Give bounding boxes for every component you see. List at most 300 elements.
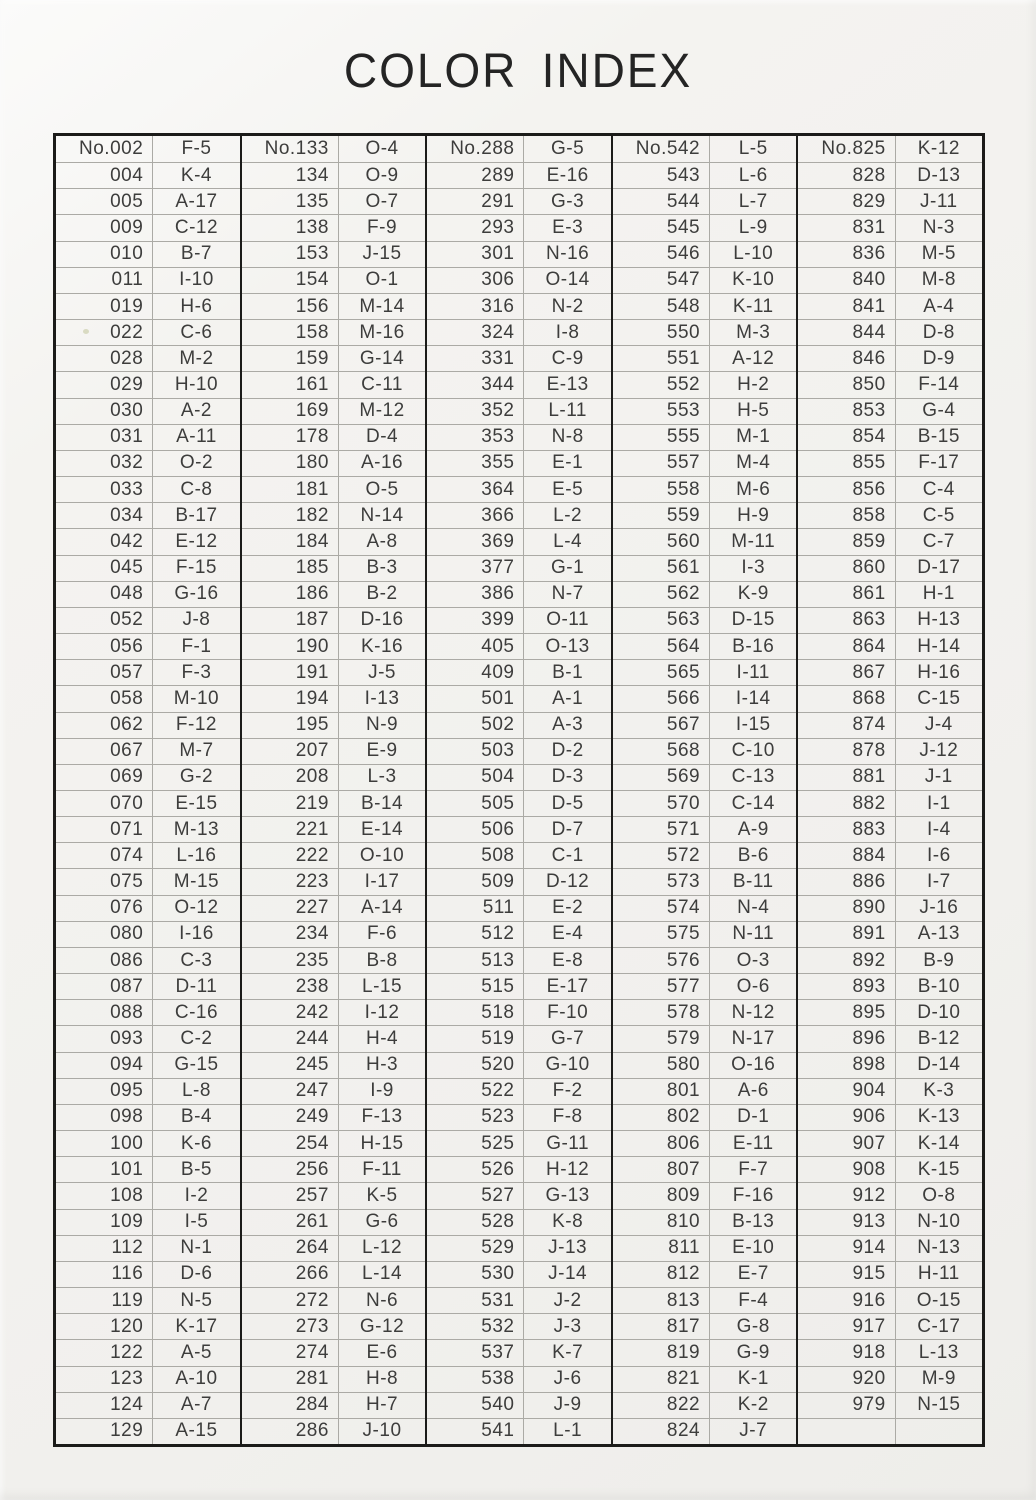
color-code-cell: E-10 (732, 1237, 775, 1259)
color-number-cell: 844 (798, 320, 895, 345)
color-number-cell: 190 (242, 634, 339, 659)
color-number-cell: 907 (798, 1131, 895, 1156)
color-code-cell: E-15 (175, 792, 218, 814)
table-row (56, 947, 240, 973)
color-code-cell: O-6 (736, 975, 770, 997)
table-row (242, 162, 426, 188)
color-number-cell: 191 (242, 660, 339, 685)
table-row (798, 450, 982, 476)
table-row (56, 1025, 240, 1051)
color-code-cell: A-11 (176, 426, 217, 448)
color-code-cell: D-12 (546, 871, 590, 893)
table-row (242, 293, 426, 319)
color-number-cell: 187 (242, 608, 339, 633)
color-number-cell: 219 (242, 791, 339, 816)
table-row (56, 319, 240, 345)
color-code-cell: G-3 (551, 190, 585, 212)
color-number-cell: 070 (56, 791, 153, 816)
color-code-cell: O-15 (916, 1289, 961, 1311)
color-code-cell: B-11 (732, 871, 774, 893)
color-number-cell: 034 (56, 503, 153, 528)
table-row (242, 1025, 426, 1051)
table-row (56, 1130, 240, 1156)
table-row (613, 1182, 797, 1208)
color-code-cell: D-13 (917, 164, 961, 186)
table-row (798, 1287, 982, 1313)
color-code-cell: L-12 (362, 1237, 403, 1259)
color-number-cell: 917 (798, 1314, 895, 1339)
color-code-cell: N-3 (922, 217, 955, 239)
color-number-cell: 207 (242, 739, 339, 764)
color-number-cell: 530 (427, 1262, 524, 1287)
color-number-cell: 100 (56, 1131, 153, 1156)
table-row (56, 424, 240, 450)
color-code-cell: M-8 (921, 269, 956, 291)
color-number-cell: 813 (613, 1288, 710, 1313)
color-number-cell: 069 (56, 765, 153, 790)
color-code-cell: L-1 (553, 1420, 583, 1442)
color-code-cell: N-11 (732, 923, 775, 945)
table-row (56, 398, 240, 424)
color-number-cell: 369 (427, 529, 524, 554)
color-code-cell: L-11 (548, 400, 587, 422)
table-row (798, 1339, 982, 1365)
table-row (427, 738, 611, 764)
color-code-cell: F-13 (361, 1106, 403, 1128)
table-row (613, 476, 797, 502)
color-number-cell: 093 (56, 1026, 153, 1051)
table-row (56, 973, 240, 999)
color-number-cell: 238 (242, 974, 339, 999)
table-row (613, 267, 797, 293)
color-code-cell: L-5 (738, 138, 768, 160)
table-row (798, 1182, 982, 1208)
color-number-cell: 377 (427, 556, 524, 581)
color-number-cell: 156 (242, 294, 339, 319)
table-row (56, 1052, 240, 1078)
table-row (242, 842, 426, 868)
color-number-cell: 908 (798, 1157, 895, 1182)
color-number-cell: 883 (798, 817, 895, 842)
color-number-cell: 062 (56, 713, 153, 738)
color-number-cell: 119 (56, 1288, 153, 1313)
table-row (56, 241, 240, 267)
color-number-cell: 567 (613, 713, 710, 738)
table-row (613, 1287, 797, 1313)
table-row (427, 659, 611, 685)
color-number-cell: 819 (613, 1340, 710, 1365)
table-row (613, 921, 797, 947)
table-row (798, 895, 982, 921)
table-row (427, 1104, 611, 1130)
table-row (798, 1418, 982, 1444)
table-row (56, 1078, 240, 1104)
color-number-cell: 509 (427, 869, 524, 894)
color-number-cell: 575 (613, 922, 710, 947)
color-code-cell: F-12 (175, 714, 217, 736)
table-row (427, 398, 611, 424)
color-code-cell: C-15 (917, 687, 961, 709)
table-row (242, 1156, 426, 1182)
color-code-cell: D-6 (180, 1263, 213, 1285)
color-code-cell: D-1 (737, 1106, 770, 1128)
color-code-cell: H-13 (917, 609, 961, 631)
table-row (613, 842, 797, 868)
table-row (427, 1313, 611, 1339)
color-code-cell: H-9 (737, 504, 770, 526)
table-row (613, 136, 797, 162)
color-code-cell: I-11 (736, 661, 770, 683)
color-code-cell: O-16 (731, 1054, 776, 1076)
color-code-cell: E-5 (552, 478, 584, 500)
table-row (427, 1392, 611, 1418)
table-row (427, 842, 611, 868)
color-code-cell: J-10 (362, 1420, 402, 1442)
color-number-cell: 853 (798, 399, 895, 424)
color-number-cell: No.288 (427, 136, 524, 162)
color-number-cell: 071 (56, 817, 153, 842)
color-code-cell: A-2 (180, 400, 212, 422)
table-row (56, 581, 240, 607)
table-row (242, 1182, 426, 1208)
color-code-cell: L-7 (738, 190, 768, 212)
color-number-cell: 531 (427, 1288, 524, 1313)
color-number-cell: 247 (242, 1079, 339, 1104)
table-row (56, 999, 240, 1025)
color-code-cell: K-10 (732, 269, 775, 291)
table-row (427, 528, 611, 554)
table-row (242, 633, 426, 659)
color-code-cell: D-15 (731, 609, 775, 631)
color-number-cell: 841 (798, 294, 895, 319)
table-row (798, 162, 982, 188)
color-code-cell: D-5 (551, 792, 584, 814)
color-number-cell: 547 (613, 268, 710, 293)
color-code-cell: C-13 (731, 766, 775, 788)
color-code-cell: B-4 (180, 1106, 212, 1128)
color-number-cell: 222 (242, 843, 339, 868)
color-number-cell: 881 (798, 765, 895, 790)
table-row (613, 1052, 797, 1078)
color-number-cell: 291 (427, 189, 524, 214)
color-code-cell: B-1 (552, 661, 584, 683)
table-row (613, 293, 797, 319)
color-code-cell: L-13 (918, 1341, 959, 1363)
color-number-cell: 153 (242, 242, 339, 267)
color-number-cell: 242 (242, 1000, 339, 1025)
color-code-cell: I-6 (926, 844, 951, 866)
table-row (427, 1339, 611, 1365)
color-number-cell: 561 (613, 556, 710, 581)
color-code-cell: B-7 (180, 243, 212, 265)
color-code-cell: B-14 (360, 792, 404, 814)
color-number-cell: 572 (613, 843, 710, 868)
table-row (56, 1104, 240, 1130)
color-number-cell: 005 (56, 189, 153, 214)
color-code-cell: H-7 (365, 1394, 399, 1416)
color-code-cell: A-1 (552, 687, 584, 709)
color-number-cell: 244 (242, 1026, 339, 1051)
color-number-cell: 352 (427, 399, 524, 424)
color-code-cell: F-6 (367, 923, 398, 945)
table-row (798, 1025, 982, 1051)
table-row (427, 1209, 611, 1235)
table-row (56, 1366, 240, 1392)
color-code-cell: N-4 (737, 897, 770, 919)
color-number-cell: 159 (242, 346, 339, 371)
table-row (242, 1392, 426, 1418)
color-number-cell: 568 (613, 739, 710, 764)
color-number-cell: 033 (56, 477, 153, 502)
table-row (56, 738, 240, 764)
color-code-cell: I-8 (555, 321, 580, 343)
color-number-cell: 806 (613, 1131, 710, 1156)
color-code-cell: E-4 (552, 923, 584, 945)
color-number-cell: 011 (56, 268, 153, 293)
table-row (56, 921, 240, 947)
table-row (56, 633, 240, 659)
color-number-cell: 892 (798, 948, 895, 973)
color-number-cell: 523 (427, 1105, 524, 1130)
color-number-cell: 573 (613, 869, 710, 894)
color-code-cell: D-3 (551, 766, 584, 788)
color-code-cell: O-5 (365, 478, 399, 500)
color-code-cell: A-4 (923, 295, 955, 317)
color-code-cell: K-4 (180, 164, 212, 186)
color-code-cell: M-5 (921, 243, 956, 265)
table-row (613, 1261, 797, 1287)
color-code-cell: J-11 (920, 190, 958, 212)
color-number-cell: 116 (56, 1262, 153, 1287)
color-code-cell: L-6 (738, 164, 768, 186)
color-code-cell: O-12 (174, 897, 219, 919)
table-row (613, 241, 797, 267)
table-row (427, 999, 611, 1025)
table-row (798, 502, 982, 528)
table-row (56, 1209, 240, 1235)
color-code-cell: O-4 (365, 138, 399, 160)
color-code-cell: O-9 (365, 164, 399, 186)
color-number-cell: 577 (613, 974, 710, 999)
color-code-cell: N-8 (551, 426, 584, 448)
index-column-4 (611, 136, 797, 1444)
table-row (242, 345, 426, 371)
color-number-cell: 896 (798, 1026, 895, 1051)
color-number-cell: 558 (613, 477, 710, 502)
color-number-cell: 306 (427, 268, 524, 293)
table-row (427, 790, 611, 816)
table-row (242, 555, 426, 581)
color-code-cell: M-4 (736, 452, 771, 474)
table-row (242, 685, 426, 711)
table-row (613, 555, 797, 581)
table-row (613, 973, 797, 999)
table-row (427, 424, 611, 450)
color-code-cell: B-10 (917, 975, 960, 997)
color-number-cell: 281 (242, 1367, 339, 1392)
color-number-cell: 076 (56, 896, 153, 921)
color-code-cell: F-5 (181, 138, 212, 160)
table-row (56, 555, 240, 581)
table-row (242, 581, 426, 607)
table-row (242, 999, 426, 1025)
color-code-cell: L-9 (738, 217, 768, 239)
color-number-cell: 807 (613, 1157, 710, 1182)
table-row (427, 267, 611, 293)
table-row (56, 476, 240, 502)
color-code-cell: I-3 (741, 557, 766, 579)
color-number-cell: 518 (427, 1000, 524, 1025)
color-number-cell: 301 (427, 242, 524, 267)
color-number-cell: 158 (242, 320, 339, 345)
color-code-cell: C-12 (174, 217, 219, 239)
color-number-cell: 134 (242, 163, 339, 188)
color-number-cell: 856 (798, 477, 895, 502)
color-code-cell: G-4 (922, 400, 956, 422)
color-number-cell: 541 (427, 1419, 524, 1444)
table-row (798, 555, 982, 581)
color-number-cell: 274 (242, 1340, 339, 1365)
table-row (242, 1418, 426, 1444)
color-code-cell (896, 1419, 982, 1444)
table-row (613, 450, 797, 476)
table-row (242, 1313, 426, 1339)
color-code-cell: C-8 (180, 478, 213, 500)
table-row (613, 345, 797, 371)
color-code-cell: C-10 (731, 740, 775, 762)
color-code-cell: L-16 (176, 844, 217, 866)
table-row (242, 816, 426, 842)
color-number-cell: 010 (56, 242, 153, 267)
color-number-cell: 194 (242, 686, 339, 711)
color-code-cell: N-1 (180, 1237, 213, 1259)
table-row (242, 136, 426, 162)
table-row (798, 319, 982, 345)
color-code-cell: H-8 (365, 1368, 399, 1390)
color-code-cell: F-10 (547, 1001, 589, 1023)
color-number-cell: 254 (242, 1131, 339, 1156)
color-number-cell: 854 (798, 425, 895, 450)
color-code-cell: M-10 (173, 687, 220, 709)
color-number-cell: 560 (613, 529, 710, 554)
color-code-cell: G-15 (174, 1054, 219, 1076)
color-number-cell: 828 (798, 163, 895, 188)
table-row (427, 685, 611, 711)
color-code-cell: C-14 (731, 792, 775, 814)
color-number-cell: 904 (798, 1079, 895, 1104)
color-code-cell: K-15 (917, 1158, 960, 1180)
table-row (56, 293, 240, 319)
color-number-cell: 906 (798, 1105, 895, 1130)
color-code-cell: M-9 (921, 1368, 956, 1390)
color-code-cell: D-16 (360, 609, 404, 631)
table-row (242, 1052, 426, 1078)
color-number-cell: 802 (613, 1105, 710, 1130)
color-number-cell: 565 (613, 660, 710, 685)
color-code-cell: K-6 (180, 1132, 212, 1154)
table-row (56, 1261, 240, 1287)
color-number-cell: 045 (56, 556, 153, 581)
color-number-cell: 886 (798, 869, 895, 894)
table-row (613, 659, 797, 685)
color-code-cell: E-1 (552, 452, 584, 474)
color-number-cell: 543 (613, 163, 710, 188)
color-number-cell: 817 (613, 1314, 710, 1339)
table-row (242, 764, 426, 790)
color-number-cell: 551 (613, 346, 710, 371)
color-code-cell: K-3 (923, 1080, 955, 1102)
color-number-cell: No.133 (242, 136, 339, 162)
table-row (798, 685, 982, 711)
color-number-cell: 526 (427, 1157, 524, 1182)
index-column-1 (56, 136, 240, 1444)
table-row (427, 1025, 611, 1051)
color-number-cell: 506 (427, 817, 524, 842)
color-code-cell: B-17 (175, 504, 218, 526)
color-code-cell: N-7 (551, 583, 584, 605)
color-code-cell: L-2 (553, 504, 583, 526)
table-row (56, 188, 240, 214)
color-number-cell: 032 (56, 451, 153, 476)
color-code-cell: A-3 (552, 714, 584, 736)
color-number-cell: 846 (798, 346, 895, 371)
color-number-cell: 075 (56, 869, 153, 894)
color-code-cell: A-12 (732, 347, 775, 369)
color-number-cell: 019 (56, 294, 153, 319)
color-code-cell: G-11 (546, 1132, 590, 1154)
color-number-cell: 181 (242, 477, 339, 502)
color-number-cell: 914 (798, 1236, 895, 1261)
table-row (613, 371, 797, 397)
color-number-cell: 364 (427, 477, 524, 502)
table-row (242, 319, 426, 345)
color-code-cell: E-11 (732, 1132, 774, 1154)
table-row (242, 868, 426, 894)
color-code-cell: C-3 (180, 949, 213, 971)
table-row (798, 921, 982, 947)
color-code-cell: H-3 (365, 1054, 399, 1076)
color-code-cell: F-4 (738, 1289, 769, 1311)
color-number-cell: 557 (613, 451, 710, 476)
table-row (56, 764, 240, 790)
color-number-cell: 042 (56, 529, 153, 554)
table-row (427, 162, 611, 188)
table-row (798, 999, 982, 1025)
color-number-cell: 920 (798, 1367, 895, 1392)
color-code-cell: C-17 (917, 1315, 961, 1337)
color-number-cell: 112 (56, 1236, 153, 1261)
table-row (427, 1235, 611, 1261)
color-code-cell: K-5 (366, 1184, 398, 1206)
color-code-cell: H-2 (737, 374, 770, 396)
color-number-cell: 550 (613, 320, 710, 345)
color-code-cell: B-5 (180, 1158, 212, 1180)
table-row (427, 345, 611, 371)
color-number-cell: 266 (242, 1262, 339, 1287)
color-number-cell: 058 (56, 686, 153, 711)
table-row (427, 633, 611, 659)
color-number-cell: 895 (798, 1000, 895, 1025)
table-row (427, 555, 611, 581)
color-code-cell: H-10 (174, 374, 219, 396)
color-code-cell: K-1 (737, 1368, 769, 1390)
color-number-cell: 874 (798, 713, 895, 738)
color-code-cell: O-11 (546, 609, 590, 631)
color-number-cell: 520 (427, 1053, 524, 1078)
color-code-cell: M-13 (173, 818, 220, 840)
color-code-cell: H-14 (917, 635, 961, 657)
table-row (56, 1182, 240, 1208)
